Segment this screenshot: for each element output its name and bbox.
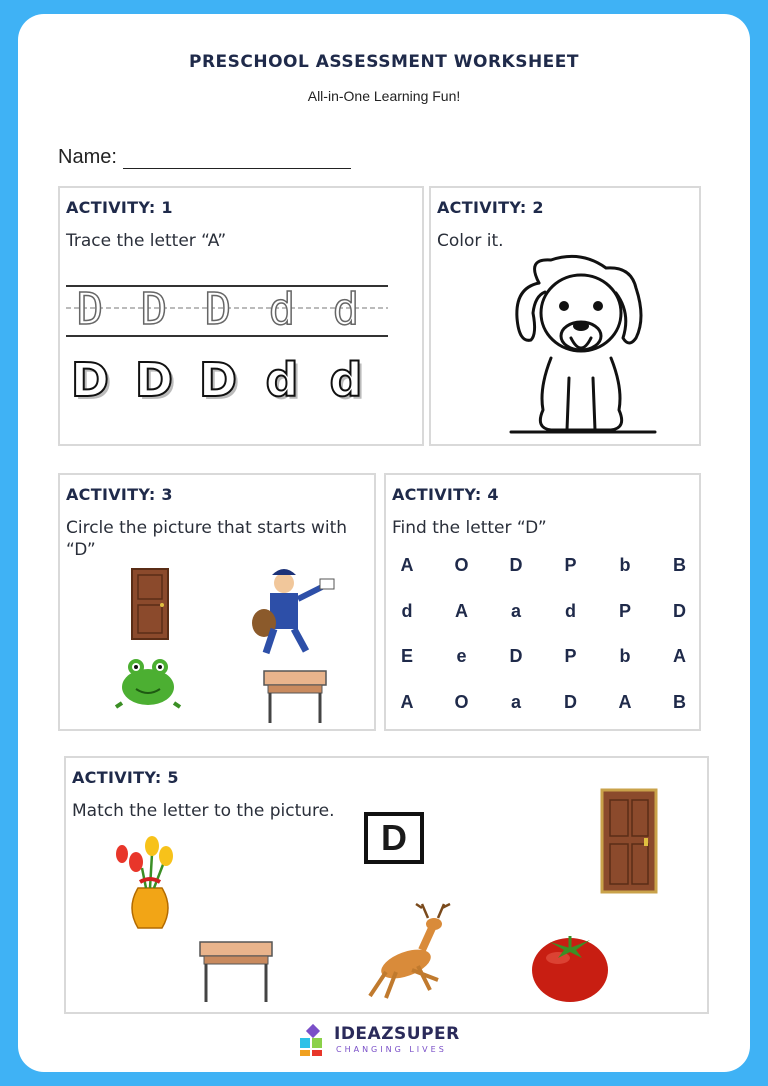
page-subtitle: All-in-One Learning Fun! [307, 88, 461, 104]
door-icon [132, 569, 168, 639]
outline-letter: D [198, 353, 238, 407]
grid-letter[interactable]: E [400, 646, 413, 666]
grid-letter[interactable]: O [454, 555, 469, 575]
grid-letter[interactable]: P [618, 600, 631, 621]
grid-letter[interactable]: D [509, 555, 523, 575]
grid-letter[interactable]: P [564, 555, 577, 575]
page-title: PRESCHOOL ASSESSMENT WORKSHEET [188, 52, 579, 72]
desk-icon [264, 671, 326, 723]
grid-letter[interactable]: O [454, 691, 469, 712]
activity-5-instruction: Match the letter to the picture. [72, 801, 335, 821]
trace-letter-dotted[interactable]: D [76, 284, 104, 335]
name-underline[interactable] [123, 148, 351, 169]
outline-letter: D [70, 353, 110, 407]
grid-letter[interactable]: e [456, 646, 467, 666]
match-letter-box: D [364, 812, 424, 864]
activity-1-box [58, 186, 424, 446]
deer-icon [370, 904, 450, 998]
grid-letter[interactable]: D [673, 600, 686, 621]
activity-1-title: ACTIVITY: 1 [66, 198, 173, 217]
outline-letter: d [265, 353, 299, 407]
name-field[interactable] [58, 146, 351, 169]
trace-letter-dotted[interactable]: D [204, 284, 232, 335]
trace-letter-dotted[interactable]: d [332, 284, 360, 335]
activity-2-box [429, 186, 701, 446]
activity-1-instruction: Trace the letter “A” [66, 231, 227, 251]
activity-3-box [58, 473, 376, 731]
name-label: Name: [58, 146, 117, 168]
door-icon [602, 790, 656, 892]
logo-name: IDEAZSUPER [334, 1024, 460, 1044]
grid-letter[interactable]: b [619, 555, 631, 575]
activity-5-pictures [66, 758, 711, 1016]
grid-letter[interactable]: A [400, 555, 414, 575]
activity-4-title: ACTIVITY: 4 [392, 485, 499, 504]
activity-5-title: ACTIVITY: 5 [72, 768, 179, 787]
activity-4-instruction: Find the letter “D” [392, 518, 547, 538]
brand-logo [298, 1024, 478, 1060]
desk-icon [200, 942, 272, 1002]
logo-tagline: CHANGING LIVES [336, 1045, 447, 1054]
grid-letter[interactable]: D [509, 646, 523, 666]
trace-lines [60, 188, 426, 448]
activity-2-title: ACTIVITY: 2 [437, 198, 544, 217]
activity-3-pictures [60, 475, 378, 733]
grid-letter[interactable]: A [618, 691, 632, 712]
grid-letter[interactable]: A [400, 691, 414, 712]
outline-letter: d [329, 353, 363, 407]
grid-letter[interactable]: a [510, 691, 521, 712]
tomato-icon [532, 936, 608, 1002]
trace-letter-dotted[interactable]: d [268, 284, 296, 335]
grid-letter[interactable]: P [564, 646, 577, 666]
grid-letter[interactable]: A [673, 646, 686, 666]
grid-letter[interactable]: d [401, 600, 413, 621]
outline-letter: D [134, 353, 174, 407]
grid-letter[interactable]: a [510, 600, 521, 621]
grid-letter[interactable]: b [619, 646, 631, 666]
activity-2-instruction: Color it. [437, 231, 504, 251]
grid-letter[interactable]: B [673, 555, 686, 575]
postman-icon [252, 569, 334, 653]
flower-vase-icon [116, 836, 173, 928]
logo-mark-icon [298, 1024, 330, 1056]
activity-3-instruction: Circle the picture that starts with “D” [66, 518, 348, 560]
activity-5-box [64, 756, 709, 1014]
grid-letter[interactable]: A [455, 600, 468, 621]
trace-letter-dotted[interactable]: D [140, 284, 168, 335]
frog-icon [116, 659, 180, 707]
activity-3-title: ACTIVITY: 3 [66, 485, 173, 504]
puppy-outline-icon [431, 188, 703, 448]
grid-letter[interactable]: B [673, 691, 686, 712]
activity-4-box [384, 473, 701, 731]
grid-letter[interactable]: d [565, 600, 576, 621]
grid-letter[interactable]: D [564, 691, 577, 712]
